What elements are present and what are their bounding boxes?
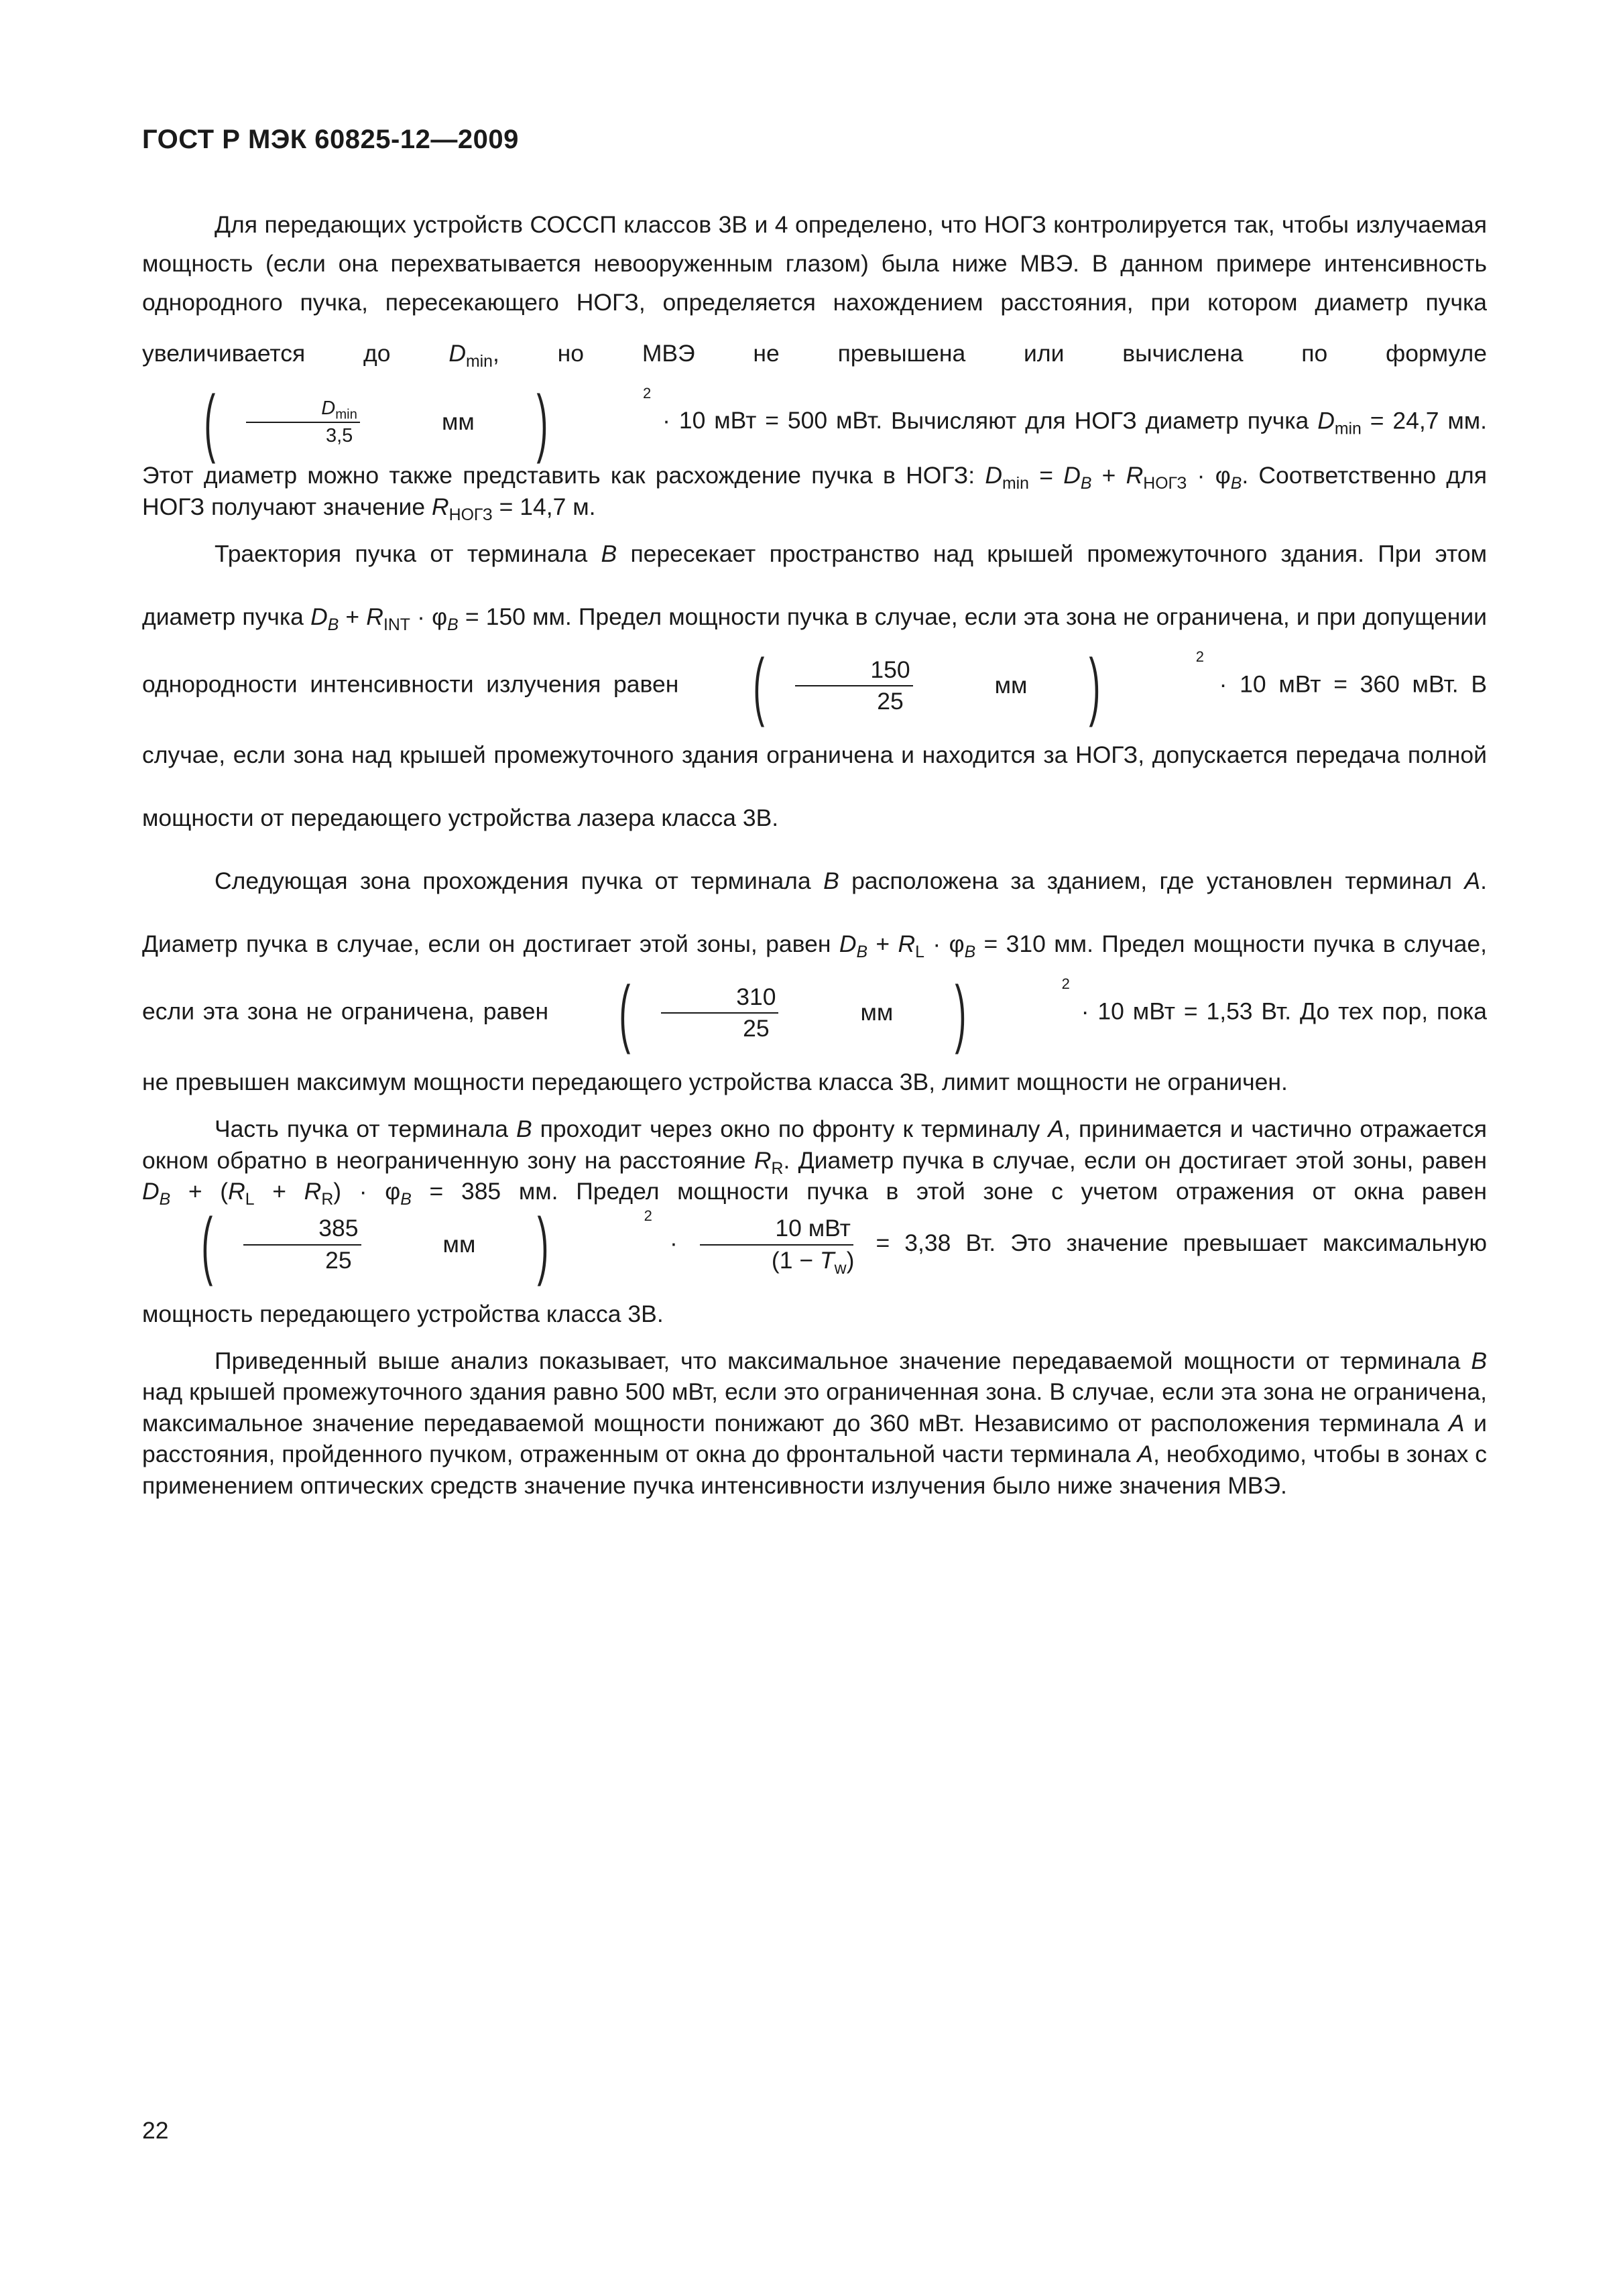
paragraph-3: Следующая зона прохождения пучка от терминала B расположена за зданием, где установлен терминал A. Диаметр пучка в случае, если он достигает этой зоны, равен $D_B + R_L \cdot \varphi_B = 310$ мм. Предел мощности пучка в случае, если эта зона не ограничена, равен ( $\frac{310}{25}$ мм ) 2 · 10 мВт = 1,53 Вт. До тех пор, пока не превышен максимум мощности передающего устройства класса 3В, лимит мощности не ограничен.	[142, 867, 1487, 1095]
paragraph-2: Траектория пучка от терминала B пересекает пространство над крышей промежуточного здания. При этом диаметр пучка $D_B + R_{INT} \cdot \varphi_B = 150$ мм. Предел мощности пучка в случае, если эта зона не ограничена, и при допущении однородности интенсивности излучения равен ( $\frac{150}{25}$ мм ) 2 · 10 мВт = 360 мВт. В случае, если зона над крышей промежуточного здания ограничена и находится за НОГЗ, допускается передача полной мощности от передающего устройства лазера класса 3В.	[142, 540, 1487, 831]
document-body	[142, 205, 1487, 1501]
formula-150: ( $\frac{150}{25}$ мм ) 2	[753, 644, 1204, 727]
paragraph-5: Приведенный выше анализ показывает, что максимальное значение передаваемой мощности от терминала B над крышей промежуточного здания равно 500 мВт, если это ограниченная зона. В случае, если эта зона не ограничена, максимальное значение передаваемой мощности понижают до 360 мВт. Независимо от расположения терминала A и расстояния, пройденного пучком, отраженным от окна до фронтальной части терминала A, необходимо, чтобы в зонах с применением оптических средств значение пучка интенсивности излучения было ниже значения МВЭ.	[142, 1347, 1487, 1499]
paragraph-4: Часть пучка от терминала B проходит через окно по фронту к терминалу A, принимается и частично отражается окном обратно в неограниченную зону на расстояние $R_R$. Диаметр пучка в случае, если он достигает этой зоны, равен $D_B + (R_L + R_R) \cdot \varphi_B = 385$ мм. Предел мощности пучка в этой зоне с учетом отражения от окна равен ( $\frac{385}{25}$ мм ) 2 · $\frac{\text{10 мВт}}{(1 - T_w)}$ = 3,38 Вт. Это значение превышает максимальную мощность передающего устройства класса 3В.	[142, 1115, 1488, 1327]
formula-310: ( $\frac{310}{25}$ мм ) 2	[619, 971, 1070, 1054]
paragraph-1: Для передающих устройств СОССП классов 3В и 4 определено, что НОГЗ контролируется так, чтобы излучаемая мощность (если она перехватывается невооруженным глазом) была ниже МВЭ. В данном примере интенсивность однородного пучка, пересекающего НОГЗ, определяется нахождением расстояния, при котором диаметр пучка увеличивается до $D_{min}$, но МВЭ не превышена или вычислена по формуле ( $\frac{D_{min}}{3,5}$ мм ) 2 · 10 мВт = 500 мВт. Вычисляют для НОГЗ диаметр пучка $D_{min} = 24,7$ мм. Этот диаметр можно также представить как расхождение пучка в НОГЗ: $D_{min} = D_B + R_{НОГЗ} \cdot \varphi_B$. Соответственно для НОГЗ получают значение $R_{НОГЗ} = 14,7$ м.	[142, 211, 1487, 524]
document-header: ГОСТ Р МЭК 60825-12—2009	[142, 125, 519, 154]
formula-385: ( $\frac{385}{25}$ мм ) 2	[201, 1202, 652, 1286]
formula-reflection: $\frac{\text{10 мВт}}{(1 - T_w)}$	[695, 1217, 859, 1272]
formula-dmin: ( $\frac{D_{min}}{3,5}$ мм ) 2	[204, 380, 652, 464]
page-number: 22	[142, 2117, 169, 2144]
